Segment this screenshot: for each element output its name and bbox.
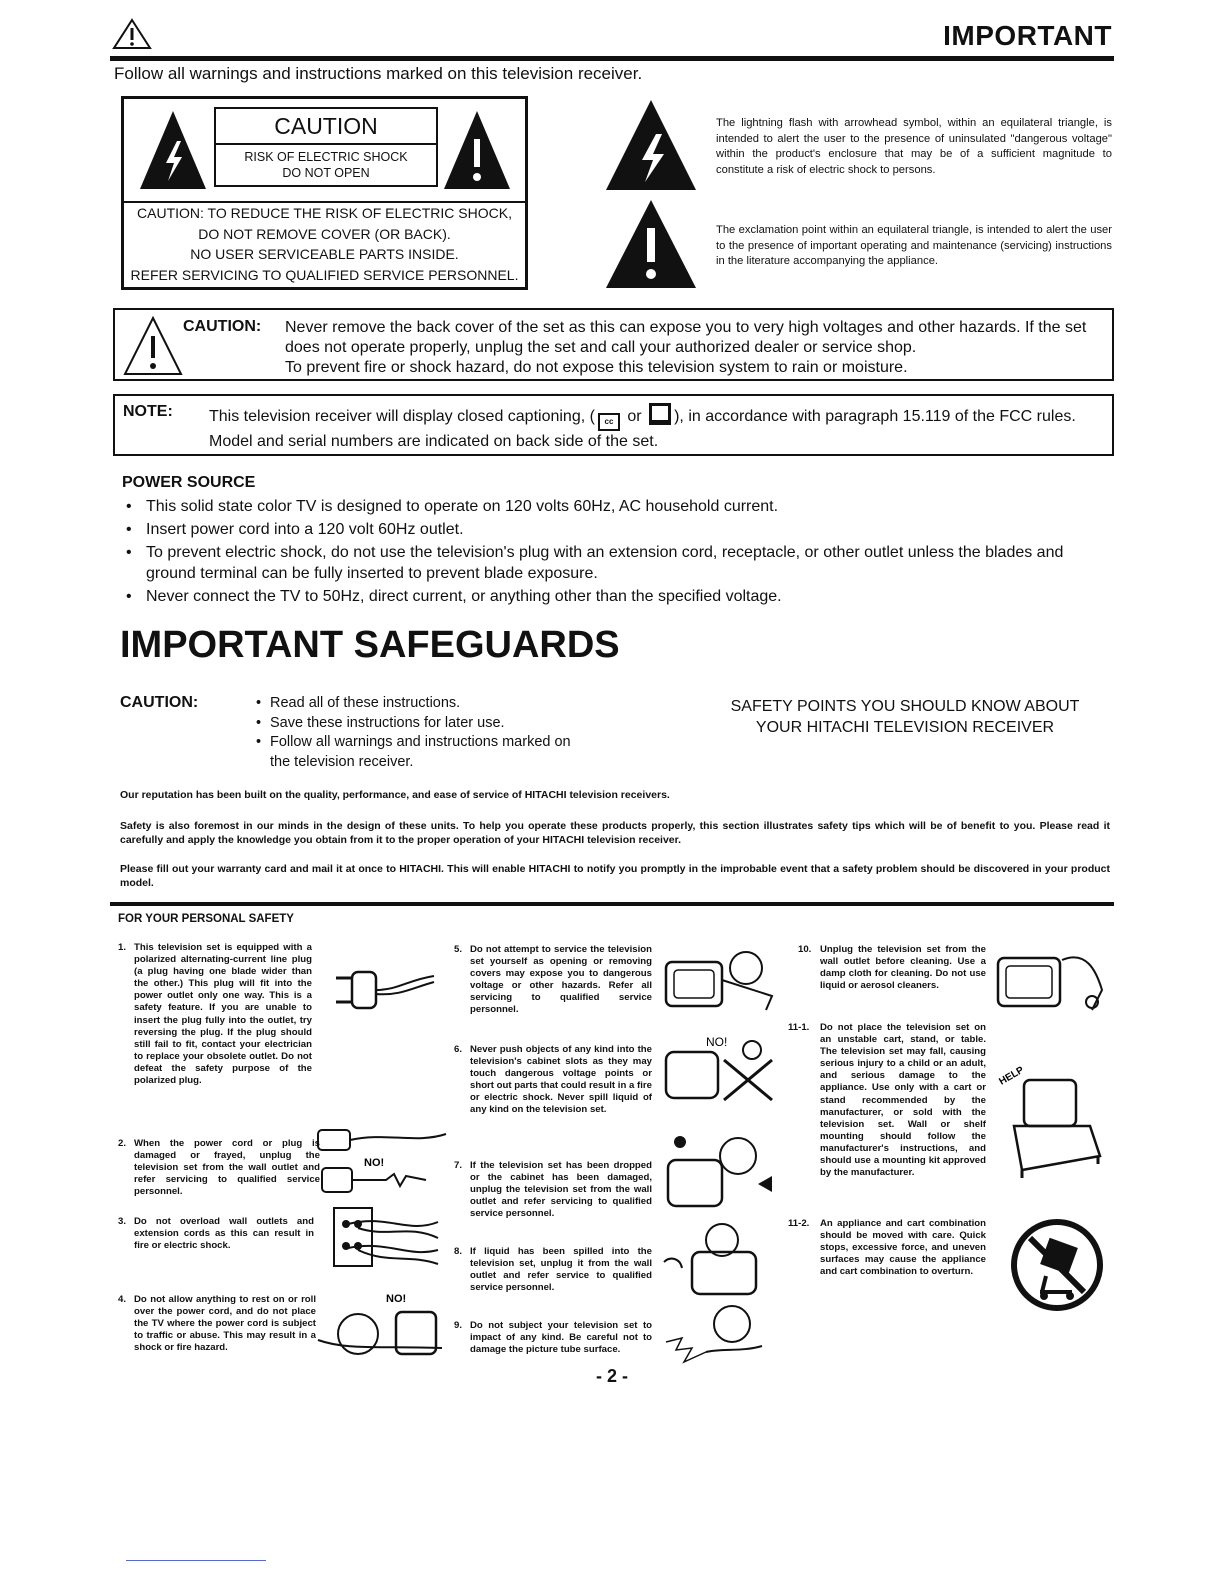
safety-item: 11-1. Do not place the television set on an unstable cart, stand, or table. The television set may fall, causing serious injury to a child or an adult, and serious damage to the appliance. Use only with a cart or stand recommended by the manufacturer, or sold with the television set. Wall or shelf mounting should follow the manufacturer's instructions, and should use a mounting kit approved by the manufacturer. — [788, 1022, 986, 1179]
caution-notice-line2: To prevent fire or shock hazard, do not expose this television system to rain or moisture. — [285, 359, 908, 376]
page-header-title: IMPORTANT — [943, 20, 1112, 51]
polarized-plug-illustration — [328, 966, 438, 1016]
note-box — [113, 394, 1114, 456]
caution-label-top — [124, 99, 525, 203]
safeguards-title: IMPORTANT SAFEGUARDS — [120, 624, 620, 666]
caution-notice-box — [113, 308, 1114, 381]
safety-item: 9. Do not subject your television set to impact of any kind. Be careful not to damage the picture tube surface. — [454, 1320, 652, 1356]
safety-item: 11-2. An appliance and cart combination should be moved with care. Quick stops, excessive force, and uneven surfaces may cause the appliance and cart combination to overturn. — [788, 1218, 986, 1278]
list-item: • Never connect the TV to 50Hz, direct current, or anything other than the specified voltage. — [122, 586, 1112, 607]
safety-item: 4. Do not allow anything to rest on or roll over the power cord, and do not place the TV where the power cord is subject to traffic or abuse. This may result in a shock or fire hazard. — [118, 1294, 316, 1354]
list-item: • Follow all warnings and instructions marked on the television receiver. — [256, 733, 586, 772]
exclamation-triangle-icon — [112, 18, 152, 50]
lightning-triangle-icon — [140, 111, 206, 189]
footer-rule — [126, 1560, 266, 1561]
impact-tv-illustration — [662, 1302, 782, 1372]
header-subtitle: Follow all warnings and instructions marked on this television receiver. — [114, 64, 643, 83]
spilled-liquid-illustration — [662, 1222, 782, 1296]
lightning-triangle-icon — [606, 100, 696, 190]
section-rule — [110, 902, 1114, 906]
caution-label-inner — [214, 107, 438, 187]
caution-label-line: REFER SERVICING TO QUALIFIED SERVICE PERSONNEL. — [130, 266, 519, 283]
safety-item: 7. If the television set has been dropped or the cabinet has been damaged, unplug the television set from the wall outlet and refer servicing to qualified service personnel. — [454, 1160, 652, 1220]
caution-label-title: CAUTION — [216, 109, 436, 145]
list-item: • Save these instructions for later use. — [256, 714, 586, 734]
exclamation-symbol-explanation: The exclamation point within an equilateral triangle, is intended to alert the user to the presence of important operating and maintenance (servicing) instructions in the literature accompanying the appliance. — [716, 224, 1112, 267]
caution-label-line: NO USER SERVICEABLE PARTS INSIDE. — [190, 246, 459, 262]
safeguards-caution-label: CAUTION: — [120, 694, 199, 711]
power-source-title: POWER SOURCE — [122, 474, 256, 491]
safety-item: 8. If liquid has been spilled into the television set, unplug it from the wall outlet and refer service to qualified service personnel. — [454, 1246, 652, 1294]
list-item: • To prevent electric shock, do not use the television's plug with an extension cord, receptacle, or other outlet unless the blades and ground terminal can be fully inserted to prevent blade exposure. — [122, 542, 1112, 584]
cord-under-object-illustration — [316, 1290, 446, 1362]
safety-paragraph: Safety is also foremost in our minds in the design of these units. To help you operate these products properly, this section illustrates safety tips which will be of benefit to you. Please read it carefully and apply the knowledge you obtain from it to the proper operation of your HITACHI television receiver. — [120, 820, 1110, 846]
caution-label-line: DO NOT REMOVE COVER (OR BACK). — [198, 225, 451, 242]
safety-item: 5. Do not attempt to service the television set yourself as opening or removing covers may expose you to dangerous voltage or other hazards. Refer all servicing to qualified service personnel. — [454, 944, 652, 1016]
safety-points-heading: SAFETY POINTS YOU SHOULD KNOW ABOUT YOUR HITACHI TELEVISION RECEIVER — [730, 698, 1080, 736]
personal-safety-title: FOR YOUR PERSONAL SAFETY — [118, 913, 294, 925]
unstable-cart-illustration — [997, 1060, 1112, 1180]
no-label: NO! — [386, 1293, 407, 1305]
caption-box-icon — [649, 403, 671, 425]
caution-label-risk-line1: RISK OF ELECTRIC SHOCK — [244, 150, 408, 164]
overloaded-outlet-illustration — [328, 1204, 440, 1270]
objects-in-slots-illustration — [662, 1030, 782, 1108]
safeguards-caution-list — [256, 694, 586, 772]
caution-notice-label: CAUTION: — [183, 318, 262, 335]
closed-caption-icon: cc — [598, 413, 620, 431]
safety-item: 2. When the power cord or plug is damaged or frayed, unplug the television set from the wall outlet and refer servicing to qualified service personnel. — [118, 1138, 320, 1198]
cleaning-tv-illustration — [996, 940, 1108, 1016]
header-rule — [110, 56, 1114, 61]
caution-label-box — [121, 96, 528, 290]
dropped-tv-illustration — [662, 1132, 782, 1212]
cart-overturn-warning-icon — [1010, 1218, 1104, 1312]
warranty-paragraph: Please fill out your warranty card and mail it at once to HITACHI. This will enable HITACHI to notify you promptly in the improbable event that a safety problem should be discovered in your product model. — [120, 863, 1110, 889]
safety-item: 3. Do not overload wall outlets and extension cords as this can result in fire or electric shock. — [118, 1216, 314, 1252]
exclamation-triangle-icon — [123, 316, 183, 376]
page-number: - 2 - — [596, 1366, 629, 1386]
exclamation-triangle-icon — [444, 111, 510, 189]
list-item: • Read all of these instructions. — [256, 694, 586, 714]
safety-item: 1. This television set is equipped with a polarized alternating-current line plug (a plug having one blade wider than the other.) This plug will fit into the power outlet only one way. This is a safety feature. If you are unable to insert the plug fully into the outlet, try reversing the plug. If the plug should still fail to fit, contact your electrician to replace your obsolete outlet. Do not defeat the safety purpose of the polarized plug. — [118, 942, 312, 1087]
reputation-paragraph: Our reputation has been built on the quality, performance, and ease of service of HITACHI television receivers. — [120, 789, 670, 801]
safety-item: 10. Unplug the television set from the wall outlet before cleaning. Use a damp cloth for cleaning. Do not use liquid or aerosol cleaners. — [798, 944, 986, 992]
note-text: This television receiver will display closed captioning, ( cc or ), in accordance with paragraph 15.119 of the FCC rules. Model and serial numbers are indicated on back side of the set. — [209, 403, 1104, 452]
list-item: • This solid state color TV is designed to operate on 120 volts 60Hz, AC household current. — [122, 496, 1112, 517]
no-label: NO! — [364, 1157, 385, 1169]
caution-label-risk-line2: DO NOT OPEN — [282, 166, 370, 180]
safety-item: 6. Never push objects of any kind into the television's cabinet slots as they may touch dangerous voltage points or short out parts that could result in a fire or electric shock. Never spill liquid of any kind on the television set. — [454, 1044, 652, 1116]
opening-tv-illustration — [662, 940, 782, 1016]
damaged-cord-illustration — [316, 1124, 450, 1198]
lightning-symbol-explanation: The lightning flash with arrowhead symbol, within an equilateral triangle, is intended to alert the user to the presence of uninsulated "dangerous voltage" within the product's enclosure that may be of a sufficient magnitude to constitute a risk of electric shock to persons. — [716, 117, 1112, 176]
exclamation-triangle-icon — [606, 200, 696, 288]
caution-label-line: CAUTION: TO REDUCE THE RISK OF ELECTRIC SHOCK, — [137, 205, 512, 221]
power-source-list — [122, 496, 1112, 609]
caution-notice-line1: Never remove the back cover of the set as this can expose you to very high voltages and other hazards. If the set does not operate properly, unplug the set and call your authorized dealer or service shop. — [285, 319, 1087, 356]
list-item: • Insert power cord into a 120 volt 60Hz outlet. — [122, 519, 1112, 540]
note-label: NOTE: — [123, 403, 173, 420]
no-label: NO! — [706, 1035, 728, 1049]
help-label: HELP — [997, 1064, 1026, 1088]
